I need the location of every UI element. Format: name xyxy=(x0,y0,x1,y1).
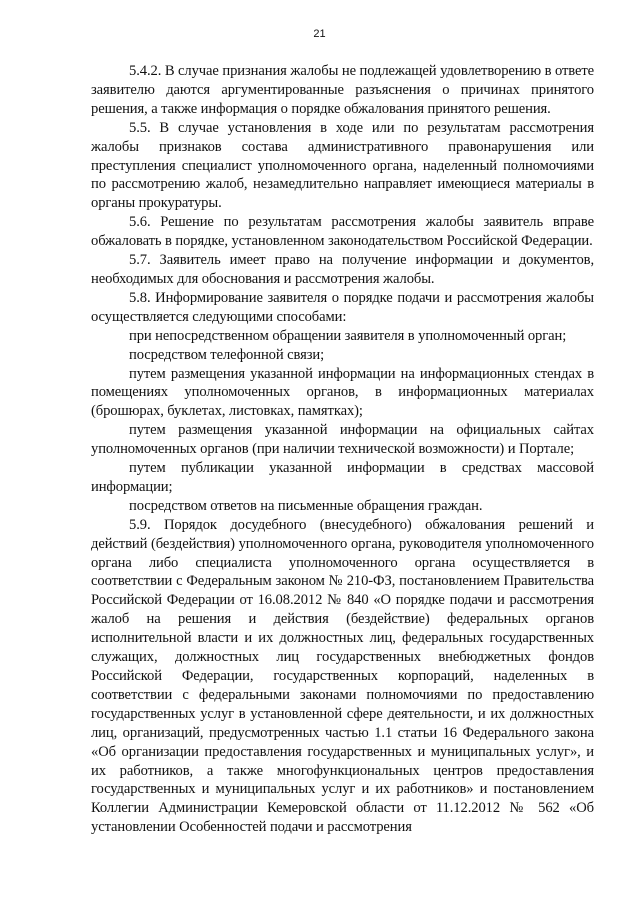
paragraph-5-8: 5.8. Информирование заявителя о порядке подачи и рассмотрения жалобы осуществляется следующими способами: xyxy=(91,289,594,325)
list-item-written-replies: посредством ответов на письменные обращения граждан. xyxy=(129,497,483,514)
paragraph-5-4-2: 5.4.2. В случае признания жалобы не подлежащей удовлетворению в ответе заявителю даются аргументированные разъяснения о причинах принятого решения, а также информация о порядке обжалования принятого решения. xyxy=(91,63,594,117)
list-item-official-sites: путем размещения указанной информации на официальных сайтах уполномоченных органов (при наличии технической возможности) и Портале; xyxy=(91,422,594,458)
list-item-info-stands: путем размещения указанной информации на информационных стендах в помещениях уполномоченных органов, в информационных материалах (брошюрах, буклетах, листовках, памятках); xyxy=(91,365,594,420)
page-number: 21 xyxy=(313,28,326,40)
document-body xyxy=(91,62,594,837)
list-item-phone: посредством телефонной связи; xyxy=(129,346,325,363)
paragraph-5-9: 5.9. Порядок досудебного (внесудебного) обжалования решений и действий (бездействия) уполномоченного органа, руководителя уполномоченного органа либо специалиста уполномоченного органа осуществляется в соответствии с Федеральным законом № 210-ФЗ, постановлением Правительства Российской Федерации от 16.08.2012 № 840 «О порядке подачи и рассмотрения жалоб на решения и действия (бездействие) федеральных органов исполнительной власти и их должностных лиц, федеральных государственных служащих, должностных лиц государственных внебюджетных фондов Российской Федерации, государственных корпораций, наделенных в соответствии с федеральными законами полномочиями по предоставлению государственных услуг в установленной сфере деятельности, и их должностных лиц, организаций, предусмотренных частью 1.1 статьи 16 Федерального закона «Об организации предоставления государственных и муниципальных услуг», и их работников, а также многофункциональных центров предоставления государственных и муниципальных услуг и их работников» и постановлением Коллегии Администрации Кемеровской области от 11.12.2012 № 562 «Об установлении Особенностей подачи и рассмотрения xyxy=(91,516,594,836)
list-item-direct-appeal: при непосредственном обращении заявителя в уполномоченный орган; xyxy=(129,327,567,344)
paragraph-5-6: 5.6. Решение по результатам рассмотрения жалобы заявитель вправе обжаловать в порядке, установленном законодательством Российской Федерации. xyxy=(91,214,594,250)
list-item-mass-media: путем публикации указанной информации в средствах массовой информации; xyxy=(91,460,594,495)
paragraph-5-7: 5.7. Заявитель имеет право на получение информации и документов, необходимых для обоснования и рассмотрения жалобы. xyxy=(91,252,594,287)
paragraph-5-5: 5.5. В случае установления в ходе или по результатам рассмотрения жалобы признаков состава административного правонарушения или преступления специалист уполномоченного органа, наделенный полномочиями по рассмотрению жалоб, незамедлительно направляет имеющиеся материалы в органы прокуратуры. xyxy=(91,119,594,212)
